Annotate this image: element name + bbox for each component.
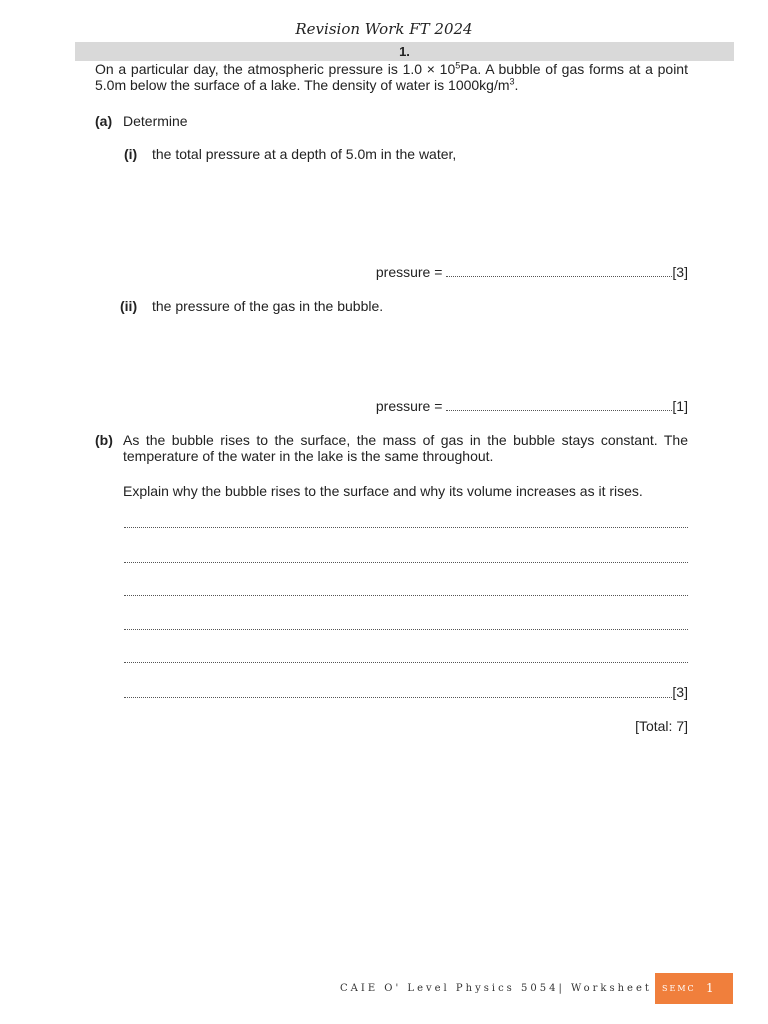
answer-writing-line[interactable] xyxy=(124,561,688,563)
part-a-text: Determine xyxy=(123,113,188,129)
part-a-ii-label: (ii) xyxy=(120,298,138,314)
part-a-i-text: the total pressure at a depth of 5.0m in the water, xyxy=(152,146,457,162)
intro-text-1: On a particular day, the atmospheric pressure is 1.0 × 10 xyxy=(95,61,456,77)
intro-exponent-1: 5 xyxy=(455,60,461,71)
footer-badge-label: SEMC xyxy=(662,984,696,993)
part-a-label: (a) xyxy=(95,113,113,129)
part-a-ii-marks: [1] xyxy=(672,398,688,414)
part-b-text: As the bubble rises to the surface, the mass of gas in the bubble stays constant. The temperature of the water in the lake is the same throughout. xyxy=(123,432,688,464)
part-b-label: (b) xyxy=(95,432,113,448)
part-a-i-answer-label: pressure = xyxy=(375,264,443,280)
footer-course-text: CAIE O' Level Physics 5054| Worksheet xyxy=(340,983,652,994)
part-a-i-label: (i) xyxy=(124,146,138,162)
question-intro xyxy=(95,61,688,93)
part-a-ii-answer-line xyxy=(376,398,688,414)
part-a-ii-text: the pressure of the gas in the bubble. xyxy=(152,298,384,314)
total-marks: [Total: 7] xyxy=(635,718,688,734)
intro-text-3: . xyxy=(514,77,519,93)
intro-text-2: Pa. A bubble of gas forms at a point 5.0m below the surface of a lake. The density of water is 1000kg/m xyxy=(95,61,688,93)
page-number: 1 xyxy=(706,981,714,995)
page-header-title: Revision Work FT 2024 xyxy=(295,20,473,38)
part-a-i-answer-line xyxy=(376,264,688,280)
part-a-i-marks: [3] xyxy=(672,264,688,280)
answer-writing-line[interactable] xyxy=(124,628,688,630)
question-number-bar: 1. xyxy=(75,42,734,61)
answer-writing-line[interactable] xyxy=(124,661,688,663)
answer-writing-line[interactable] xyxy=(124,594,688,596)
part-a-ii-answer-field[interactable] xyxy=(446,399,672,411)
intro-exponent-2: 3 xyxy=(509,76,515,87)
part-a-ii-answer-label: pressure = xyxy=(375,398,443,414)
part-b-marks: [3] xyxy=(672,684,688,700)
footer-badge xyxy=(655,973,733,1004)
answer-writing-line[interactable] xyxy=(124,696,672,698)
answer-writing-line[interactable] xyxy=(124,526,688,528)
part-b-instruction: Explain why the bubble rises to the surface and why its volume increases as it rises. xyxy=(123,483,643,499)
part-a-i-answer-field[interactable] xyxy=(446,265,672,277)
